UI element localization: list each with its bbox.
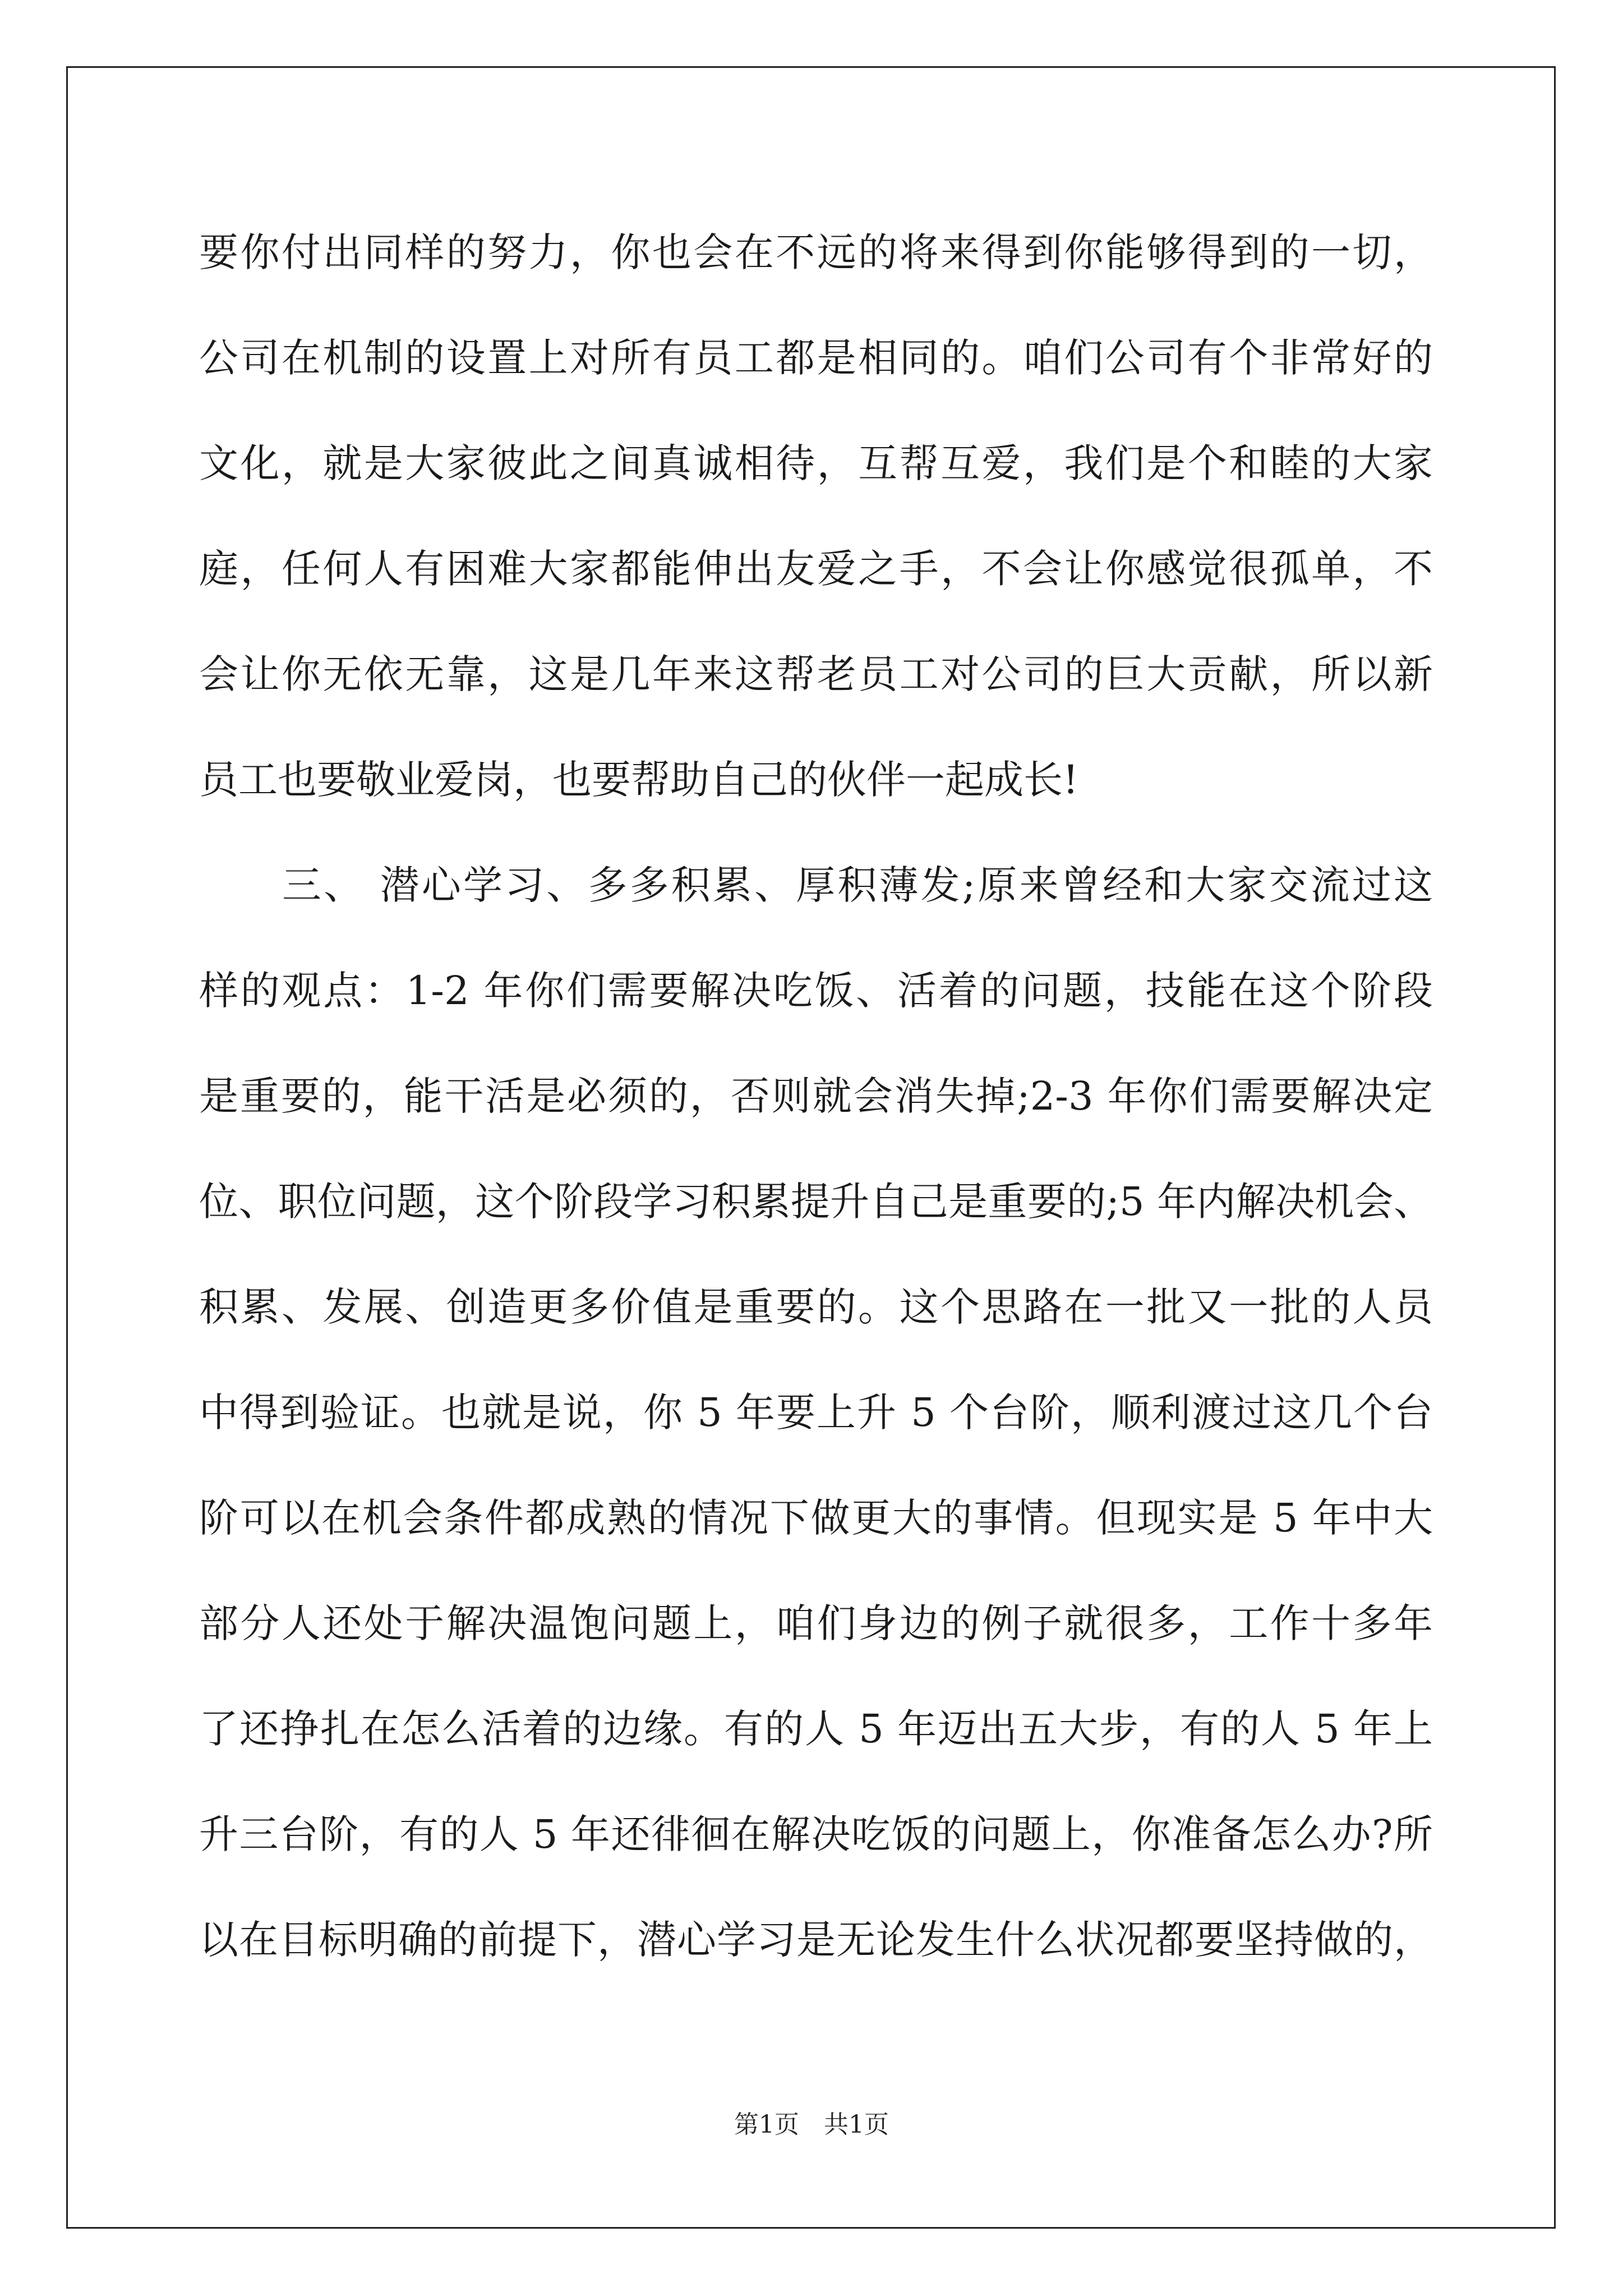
text-line: 部分人还处于解决温饱问题上，咱们身边的例子就很多，工作十多年 <box>199 1600 1433 1646</box>
text-line: 样的观点：1-2 年你们需要解决吃饭、活着的问题，技能在这个阶段 <box>199 968 1433 1014</box>
text-line: 中得到验证。也就是说，你 5 年要上升 5 个台阶，顺利渡过这几个台 <box>199 1389 1433 1435</box>
page-footer <box>0 2108 1623 2142</box>
text-line: 是重要的，能干活是必须的，否则就会消失掉;2-3 年你们需要解决定 <box>199 1073 1433 1119</box>
text-line: 庭，任何人有困难大家都能伸出友爱之手，不会让你感觉很孤单，不 <box>199 546 1433 592</box>
page-total: 共1页 <box>824 2110 889 2139</box>
text-line: 公司在机制的设置上对所有员工都是相同的。咱们公司有个非常好的 <box>199 335 1433 381</box>
text-line: 员工也要敬业爱岗，也要帮助自己的伙伴一起成长! <box>199 757 1079 803</box>
text-line: 以在目标明确的前提下，潜心学习是无论发生什么状况都要坚持做的， <box>199 1917 1433 1963</box>
text-line: 了还挣扎在怎么活着的边缘。有的人 5 年迈出五大步，有的人 5 年上 <box>199 1706 1433 1752</box>
text-line: 要你付出同样的努力，你也会在不远的将来得到你能够得到的一切， <box>199 229 1433 275</box>
text-line: 升三台阶，有的人 5 年还徘徊在解决吃饭的问题上，你准备怎么办?所 <box>199 1811 1433 1857</box>
text-line: 文化，就是大家彼此之间真诚相待，互帮互爱，我们是个和睦的大家 <box>199 440 1433 486</box>
section-heading-line: 三、 潜心学习、多多积累、厚积薄发;原来曾经和大家交流过这 <box>282 862 1433 908</box>
page-number: 第1页 <box>734 2110 799 2139</box>
document-body <box>199 200 1433 1993</box>
text-line: 会让你无依无靠，这是几年来这帮老员工对公司的巨大贡献，所以新 <box>199 651 1433 697</box>
text-line: 阶可以在机会条件都成熟的情况下做更大的事情。但现实是 5 年中大 <box>199 1495 1433 1541</box>
text-line: 积累、发展、创造更多价值是重要的。这个思路在一批又一批的人员 <box>199 1284 1433 1330</box>
text-line: 位、职位问题，这个阶段学习积累提升自己是重要的;5 年内解决机会、 <box>199 1179 1433 1225</box>
